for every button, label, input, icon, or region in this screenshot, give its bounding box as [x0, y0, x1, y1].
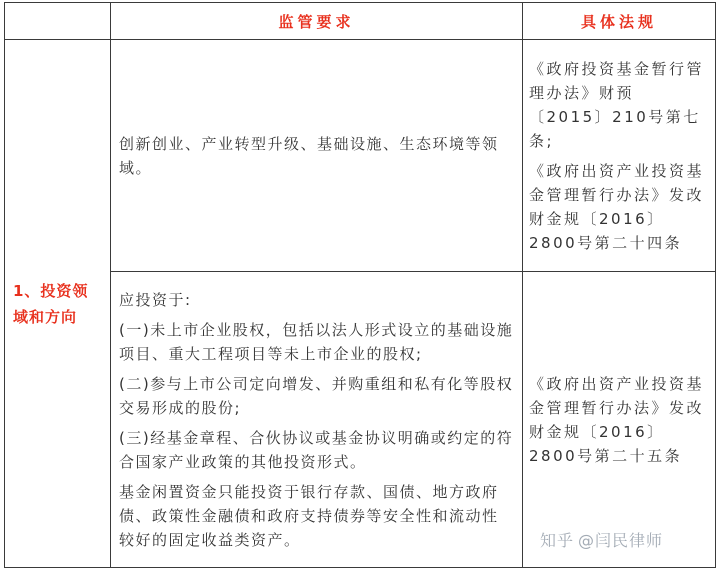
table-row [5, 272, 716, 568]
table-row [5, 40, 716, 272]
requirement-paragraph: (三)经基金章程、合伙协议或基金协议明确或约定的符合国家产业政策的其他投资形式。 [119, 428, 514, 471]
header-laws: 具体法规 [523, 3, 716, 40]
law-citation: 《政府出资产业投资基金管理暂行办法》发改财金规〔2016〕2800号第二十五条 [529, 374, 705, 465]
law-citation: 《政府出资产业投资基金管理暂行办法》发改财金规〔2016〕2800号第二十四条 [529, 161, 705, 252]
requirement-paragraph: 创新创业、产业转型升级、基础设施、生态环境等领域。 [119, 134, 499, 177]
requirement-paragraph: (二)参与上市公司定向增发、并购重组和私有化等股权交易形成的股份; [119, 374, 514, 417]
requirement-cell [111, 272, 523, 568]
requirement-paragraph: 基金闲置资金只能投资于银行存款、国债、地方政府债、政策性金融债和政府支持债券等安全性和流动性较好的固定收益类资产。 [119, 482, 499, 549]
regulation-table [4, 2, 716, 568]
header-empty-cell [5, 3, 111, 40]
watermark [540, 528, 663, 551]
requirement-cell [111, 40, 523, 272]
law-citation: 《政府投资基金暂行管理办法》财预〔2015〕210号第七条; [529, 59, 705, 150]
category-cell: 1、投资领域和方向 [5, 40, 111, 568]
law-cell [523, 272, 716, 568]
header-requirements: 监管要求 [111, 3, 523, 40]
watermark-author: @闫民律师 [578, 531, 664, 550]
requirement-paragraph: 应投资于: [119, 290, 192, 309]
law-cell [523, 40, 716, 272]
watermark-brand: 知乎 [540, 531, 575, 550]
requirement-paragraph: (一)未上市企业股权，包括以法人形式设立的基础设施项目、重大工程项目等未上市企业的股权; [119, 320, 514, 363]
header-row [5, 3, 716, 40]
